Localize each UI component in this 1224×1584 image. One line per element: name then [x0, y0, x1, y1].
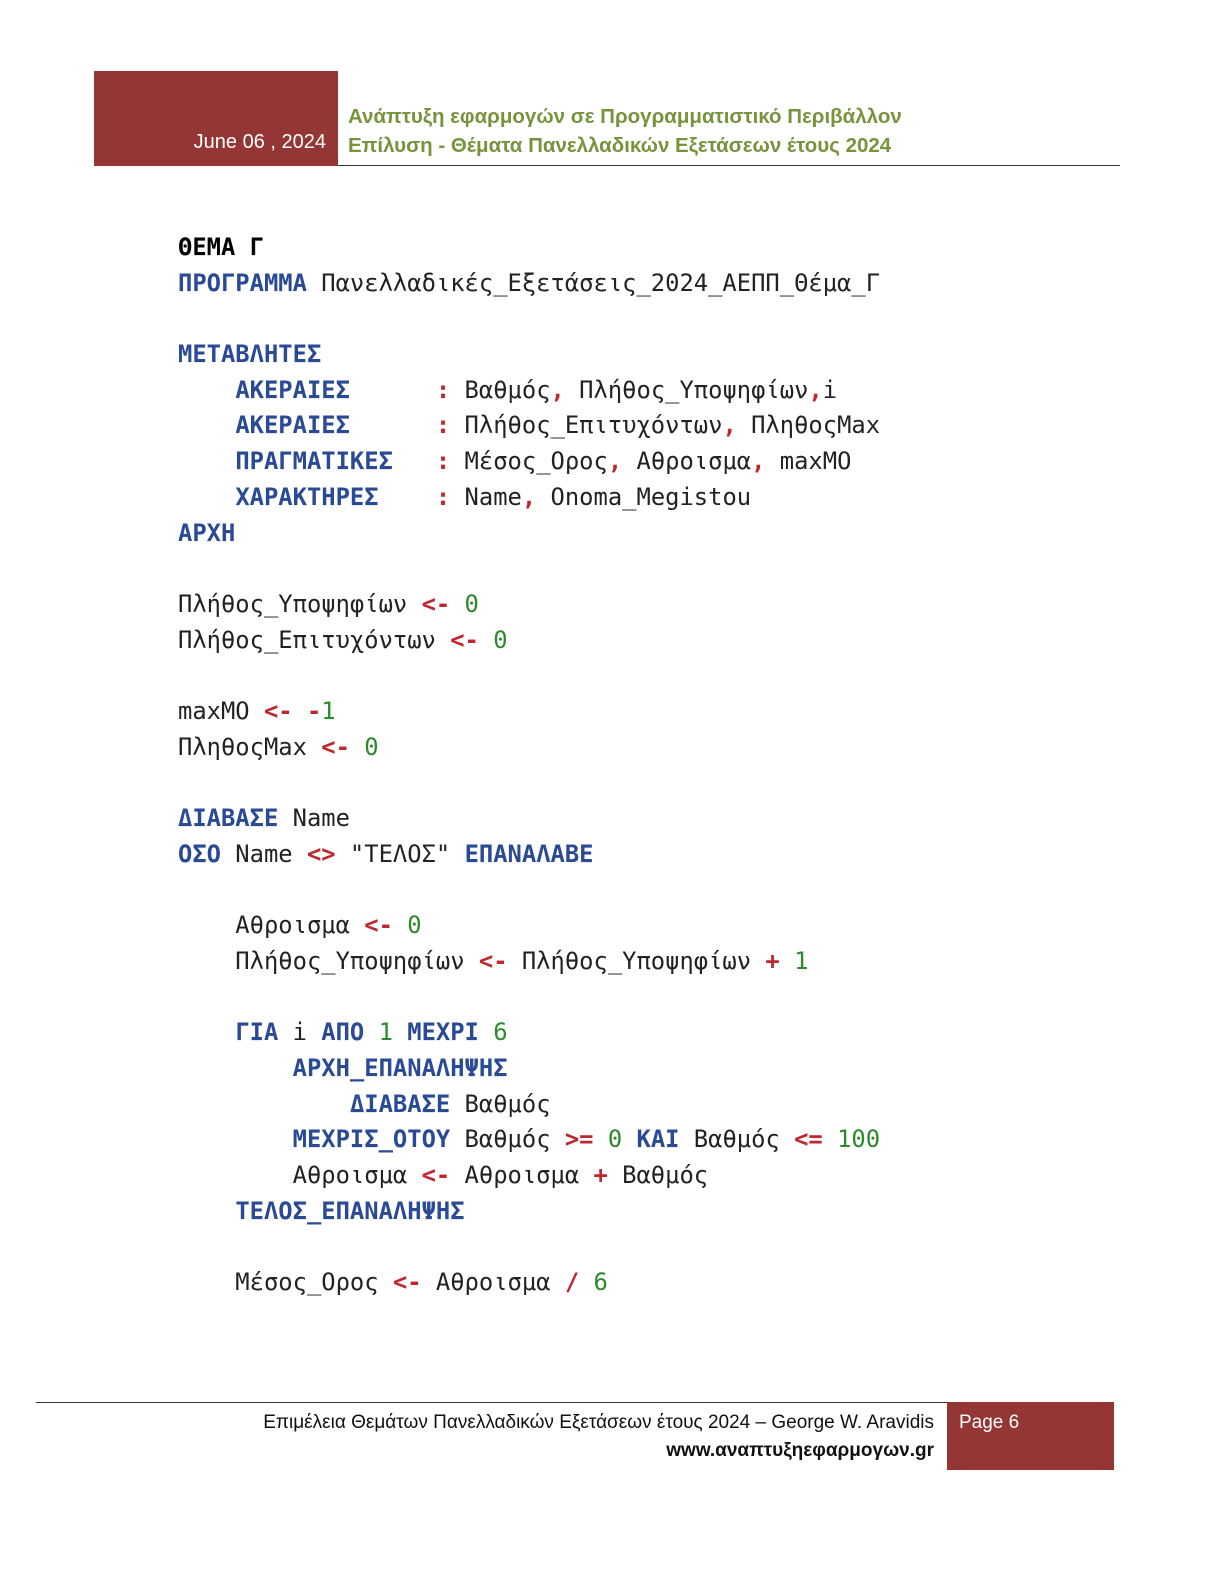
code-token	[393, 911, 407, 939]
code-token: Name	[220, 839, 307, 868]
code-token: 0	[493, 625, 508, 654]
code-token: ΑΠΟ	[321, 1018, 365, 1047]
code-token	[178, 411, 235, 439]
code-token	[622, 1125, 636, 1153]
code-line	[178, 301, 880, 337]
code-token: ΠΡΑΓΜΑΤΙΚΕΣ	[235, 447, 393, 476]
code-line	[178, 1051, 880, 1087]
code-token: Αθροισμα	[450, 1160, 594, 1189]
code-token: ΑΚΕΡΑΙΕΣ	[235, 411, 350, 440]
code-token: <-	[263, 696, 293, 725]
code-token	[579, 1268, 593, 1296]
code-token: ΠΡΟΓΡΑΜΜΑ	[178, 268, 307, 297]
code-token: ΧΑΡΑΚΤΗΡΕΣ	[235, 482, 379, 511]
code-token: <-	[450, 625, 479, 654]
pseudocode-listing	[178, 230, 880, 1301]
code-token: Πλήθος_Υποψηφίων	[507, 946, 766, 975]
code-token	[823, 1125, 837, 1153]
code-token	[780, 947, 794, 975]
code-line	[178, 444, 880, 480]
code-line	[178, 1265, 880, 1301]
code-line	[178, 944, 880, 980]
code-line	[178, 1194, 880, 1230]
code-line	[178, 658, 880, 694]
code-token: ΤΕΛΟΣ_ΕΠΑΝΑΛΗΨΗΣ	[235, 1196, 465, 1225]
code-token: ,	[751, 447, 766, 476]
code-line	[178, 373, 880, 409]
code-line	[178, 801, 880, 837]
code-token: i	[278, 1018, 322, 1047]
code-token: ΔΙΑΒΑΣΕ	[349, 1089, 451, 1118]
code-token: >=	[564, 1125, 594, 1154]
code-token: <>	[306, 839, 336, 868]
code-token: ,	[607, 447, 623, 476]
code-token: <-	[321, 732, 350, 761]
footer-divider	[36, 1402, 948, 1403]
code-line	[178, 230, 880, 266]
code-token: 0	[407, 911, 422, 940]
code-token: Onoma_Megistou	[536, 482, 752, 511]
code-line	[178, 587, 880, 623]
code-line	[178, 837, 880, 873]
code-token	[178, 1018, 235, 1046]
code-token: Αθροισμα	[178, 1160, 422, 1189]
code-token	[379, 483, 436, 511]
code-token: ΠληθοςMax	[178, 732, 322, 761]
code-token: <-	[392, 1267, 422, 1296]
code-line	[178, 694, 880, 730]
code-line	[178, 1087, 880, 1123]
code-line	[178, 337, 880, 373]
code-token: 0	[607, 1125, 623, 1154]
code-line	[178, 872, 880, 908]
code-token: Βαθμός	[450, 375, 551, 404]
code-token: :	[435, 375, 451, 404]
code-line	[178, 480, 880, 516]
code-token: :	[435, 447, 451, 476]
code-line	[178, 1015, 880, 1051]
code-token: 0	[364, 732, 379, 761]
code-line	[178, 979, 880, 1015]
code-line	[178, 266, 880, 302]
code-token: ΑΡΧΗ_ΕΠΑΝΑΛΗΨΗΣ	[292, 1053, 508, 1082]
code-token: :	[435, 482, 451, 511]
code-token: Βαθμός	[450, 1089, 551, 1118]
code-token: Πλήθος_Υποψηφίων	[178, 946, 479, 975]
code-line	[178, 1229, 880, 1265]
code-token: 1	[794, 946, 809, 975]
code-token	[178, 1090, 350, 1118]
code-token: ΜΕΧΡΙ	[407, 1018, 479, 1047]
code-token	[178, 483, 235, 511]
code-token: ΑΡΧΗ	[178, 518, 236, 547]
code-token: maxΜΟ	[765, 447, 852, 476]
code-token: ΜΕΧΡΙΣ_ΟΤΟΥ	[292, 1125, 451, 1154]
code-token: Μέσος_Ορος	[178, 1267, 393, 1296]
code-token: Βαθμός	[607, 1160, 709, 1189]
code-token: Πλήθος_Επιτυχόντων	[178, 625, 451, 654]
code-token	[178, 1197, 235, 1225]
code-token	[178, 376, 235, 404]
code-token: <-	[421, 1160, 451, 1189]
code-token	[450, 590, 464, 618]
code-token: 6	[593, 1267, 608, 1296]
code-token	[350, 376, 436, 404]
code-token	[393, 447, 436, 475]
code-token: ,	[722, 411, 737, 440]
code-token: ,	[808, 375, 823, 404]
code-token	[479, 1018, 493, 1046]
code-token: i	[822, 375, 838, 404]
footer-website: www.αναπτυξηεφαρμογων.gr	[666, 1440, 934, 1461]
code-token: +	[765, 946, 780, 975]
code-token: 1	[321, 696, 336, 725]
code-token	[364, 1018, 378, 1046]
code-line	[178, 1122, 880, 1158]
code-token: 100	[837, 1125, 881, 1154]
code-token: Αθροισμα	[421, 1267, 565, 1296]
code-token: ΔΙΑΒΑΣΕ	[178, 804, 279, 832]
code-line	[178, 1158, 880, 1194]
header-title	[348, 102, 902, 160]
code-token: Πλήθος_Υποψηφίων	[564, 375, 809, 404]
code-token: ΑΚΕΡΑΙΕΣ	[235, 375, 350, 404]
header-date: June 06 , 2024	[193, 131, 326, 153]
code-line	[178, 908, 880, 944]
code-token	[178, 1054, 293, 1082]
code-token: ΘΕΜΑ Γ	[178, 233, 264, 261]
code-token: maxΜΟ	[178, 696, 264, 725]
code-token: +	[593, 1160, 608, 1189]
code-token: Αθροισμα	[622, 447, 752, 476]
code-token: 6	[493, 1018, 508, 1047]
code-token: <-	[478, 946, 508, 975]
code-token	[479, 626, 493, 654]
code-token: 1	[378, 1018, 393, 1047]
code-token: :	[435, 411, 451, 440]
code-line	[178, 408, 880, 444]
code-token: /	[564, 1267, 580, 1296]
code-token: Name	[278, 804, 350, 832]
code-line	[178, 623, 880, 659]
code-token: ΜΕΤΑΒΛΗΤΕΣ	[178, 340, 322, 369]
code-token: ΠληθοςMax	[736, 411, 881, 440]
code-token	[594, 1125, 608, 1153]
code-token: ΚΑΙ	[636, 1125, 680, 1154]
code-token: Name	[450, 482, 522, 511]
code-token	[393, 1018, 407, 1046]
code-token: "ΤΕΛΟΣ"	[335, 839, 465, 868]
code-token: ΕΠΑΝΑΛΑΒΕ	[464, 839, 594, 868]
code-token	[293, 697, 307, 725]
code-line	[178, 730, 880, 766]
code-token: -	[306, 696, 322, 725]
code-token: <-	[364, 911, 393, 940]
code-token	[350, 733, 364, 761]
code-token: Μέσος_Ορος	[450, 447, 608, 476]
header-divider	[338, 165, 1120, 166]
code-token	[178, 1125, 293, 1153]
code-token: 0	[464, 589, 479, 618]
code-line	[178, 765, 880, 801]
page-number: Page 6	[959, 1412, 1020, 1433]
code-token: Αθροισμα	[178, 911, 365, 940]
code-token: Βαθμός	[679, 1125, 795, 1154]
code-token: Βαθμός	[450, 1125, 565, 1154]
code-token: <-	[421, 589, 451, 618]
code-token: Πλήθος_Υποψηφίων	[178, 589, 422, 618]
header-title-line2: Επίλυση - Θέματα Πανελλαδικών Εξετάσεων έτους 2024	[348, 134, 892, 157]
code-line	[178, 551, 880, 587]
footer-credit: Επιμέλεια Θεμάτων Πανελλαδικών Εξετάσεων έτους 2024 – George W. Aravidis	[263, 1412, 934, 1433]
code-token: <=	[794, 1125, 823, 1154]
code-token: ΓΙΑ	[235, 1018, 279, 1047]
code-token: ΟΣΟ	[178, 839, 221, 868]
code-token	[350, 411, 436, 439]
header-title-line1: Ανάπτυξη εφαρμογών σε Προγραμματιστικό Περιβάλλον	[348, 105, 902, 128]
code-token	[178, 447, 235, 475]
code-token: Πλήθος_Επιτυχόντων	[450, 411, 723, 440]
code-token: Πανελλαδικές_Εξετάσεις_2024_ΑΕΠΠ_Θέμα_Γ	[306, 268, 881, 297]
code-line	[178, 516, 880, 552]
code-token: ,	[521, 482, 537, 511]
code-token: ,	[550, 375, 565, 404]
